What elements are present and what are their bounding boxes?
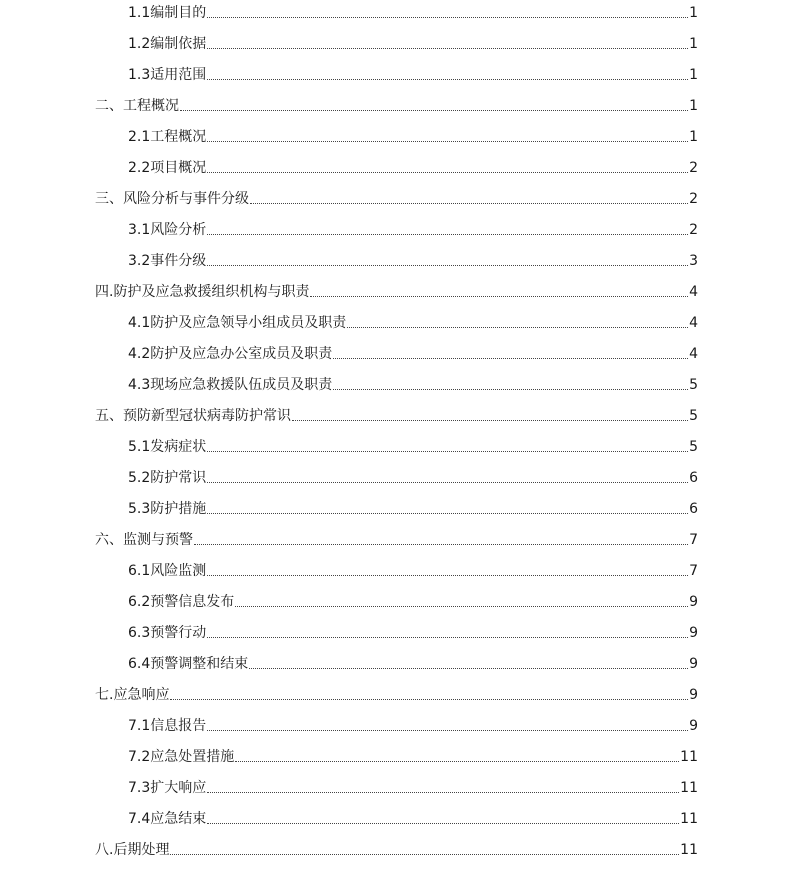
toc-entry-title: 4.3现场应急救援队伍成员及职责	[128, 377, 333, 393]
toc-entry-title: 7.4应急结束	[128, 811, 207, 827]
toc-leader-dots	[207, 637, 688, 638]
toc-entry-page-number: 4	[689, 346, 698, 362]
toc-entry-title: 1.3适用范围	[128, 67, 207, 83]
toc-entry[interactable]	[128, 744, 698, 766]
toc-entry-page-number: 4	[689, 284, 698, 300]
toc-entry-page-number: 5	[689, 408, 698, 424]
toc-entry-title: 七.应急响应	[95, 687, 170, 703]
toc-leader-dots	[310, 296, 688, 297]
toc-leader-dots	[207, 79, 688, 80]
toc-entry-title: 5.2防护常识	[128, 470, 207, 486]
toc-entry-page-number: 6	[689, 470, 698, 486]
toc-entry-page-number: 1	[689, 67, 698, 83]
toc-leader-dots	[170, 854, 679, 855]
toc-leader-dots	[235, 761, 679, 762]
toc-entry-title: 2.2项目概况	[128, 160, 207, 176]
toc-leader-dots	[207, 265, 688, 266]
toc-entry-page-number: 5	[689, 439, 698, 455]
toc-entry-title: 1.1编制目的	[128, 5, 207, 21]
toc-leader-dots	[194, 544, 688, 545]
toc-entry[interactable]	[95, 837, 698, 859]
toc-entry[interactable]	[128, 310, 698, 332]
toc-leader-dots	[180, 110, 688, 111]
toc-entry-page-number: 7	[689, 532, 698, 548]
toc-entry-title: 五、预防新型冠状病毒防护常识	[95, 408, 291, 424]
toc-entry-page-number: 4	[689, 315, 698, 331]
toc-entry[interactable]	[128, 713, 698, 735]
toc-leader-dots	[207, 575, 688, 576]
toc-entry-page-number: 6	[689, 501, 698, 517]
toc-leader-dots	[250, 203, 688, 204]
toc-leader-dots	[207, 17, 688, 18]
toc-entry-page-number: 5	[689, 377, 698, 393]
toc-entry-title: 四.防护及应急救援组织机构与职责	[95, 284, 310, 300]
toc-entry-page-number: 11	[680, 842, 698, 858]
toc-entry[interactable]	[128, 248, 698, 270]
toc-entry[interactable]	[95, 527, 698, 549]
toc-entry-title: 5.3防护措施	[128, 501, 207, 517]
toc-entry[interactable]	[128, 589, 698, 611]
toc-leader-dots	[207, 792, 679, 793]
toc-entry-title: 6.4预警调整和结束	[128, 656, 249, 672]
toc-entry[interactable]	[95, 186, 698, 208]
toc-entry-page-number: 7	[689, 563, 698, 579]
toc-leader-dots	[207, 451, 688, 452]
toc-entry-title: 1.2编制依据	[128, 36, 207, 52]
toc-entry[interactable]	[128, 775, 698, 797]
toc-entry-title: 6.2预警信息发布	[128, 594, 235, 610]
toc-entry[interactable]	[128, 806, 698, 828]
toc-leader-dots	[170, 699, 688, 700]
toc-entry-page-number: 9	[689, 687, 698, 703]
toc-entry-page-number: 2	[689, 191, 698, 207]
toc-entry[interactable]	[128, 651, 698, 673]
toc-entry-page-number: 2	[689, 160, 698, 176]
toc-entry[interactable]	[128, 465, 698, 487]
toc-entry-title: 二、工程概况	[95, 98, 179, 114]
toc-entry[interactable]	[95, 403, 698, 425]
toc-leader-dots	[207, 48, 688, 49]
toc-entry-title: 三、风险分析与事件分级	[95, 191, 249, 207]
toc-leader-dots	[249, 668, 688, 669]
toc-entry[interactable]	[128, 124, 698, 146]
toc-leader-dots	[207, 823, 679, 824]
toc-entry-page-number: 9	[689, 625, 698, 641]
toc-leader-dots	[333, 358, 688, 359]
toc-entry[interactable]	[128, 341, 698, 363]
toc-entry[interactable]	[128, 372, 698, 394]
toc-entry-page-number: 1	[689, 98, 698, 114]
toc-leader-dots	[207, 172, 688, 173]
toc-entry-title: 5.1发病症状	[128, 439, 207, 455]
toc-leader-dots	[207, 482, 688, 483]
toc-leader-dots	[207, 513, 688, 514]
toc-entry-title: 4.2防护及应急办公室成员及职责	[128, 346, 333, 362]
toc-entry-page-number: 1	[689, 5, 698, 21]
toc-entry[interactable]	[128, 31, 698, 53]
toc-leader-dots	[292, 420, 688, 421]
toc-leader-dots	[207, 141, 688, 142]
toc-entry-title: 7.2应急处置措施	[128, 749, 235, 765]
toc-entry-page-number: 11	[680, 811, 698, 827]
toc-entry[interactable]	[128, 558, 698, 580]
toc-entry[interactable]	[128, 496, 698, 518]
toc-entry-page-number: 1	[689, 36, 698, 52]
toc-entry[interactable]	[95, 682, 698, 704]
toc-entry-page-number: 11	[680, 749, 698, 765]
toc-entry-title: 六、监测与预警	[95, 532, 193, 548]
toc-leader-dots	[207, 234, 688, 235]
toc-entry[interactable]	[95, 93, 698, 115]
toc-leader-dots	[333, 389, 688, 390]
toc-entry-page-number: 3	[689, 253, 698, 269]
toc-leader-dots	[207, 730, 688, 731]
toc-entry[interactable]	[128, 62, 698, 84]
toc-entry-title: 6.3预警行动	[128, 625, 207, 641]
toc-entry-title: 6.1风险监测	[128, 563, 207, 579]
toc-entry-page-number: 9	[689, 656, 698, 672]
toc-entry[interactable]	[128, 155, 698, 177]
toc-entry-title: 3.1风险分析	[128, 222, 207, 238]
toc-entry[interactable]	[128, 0, 698, 22]
toc-entry[interactable]	[128, 620, 698, 642]
toc-entry-title: 4.1防护及应急领导小组成员及职责	[128, 315, 347, 331]
toc-entry-page-number: 2	[689, 222, 698, 238]
toc-entry-page-number: 9	[689, 594, 698, 610]
toc-entry-page-number: 11	[680, 780, 698, 796]
toc-entry-title: 八.后期处理	[95, 842, 170, 858]
toc-entry-title: 2.1工程概况	[128, 129, 207, 145]
toc-entry[interactable]	[128, 217, 698, 239]
toc-leader-dots	[235, 606, 688, 607]
toc-entry-title: 7.3扩大响应	[128, 780, 207, 796]
toc-entry-page-number: 1	[689, 129, 698, 145]
toc-entry-title: 3.2事件分级	[128, 253, 207, 269]
toc-entry-title: 7.1信息报告	[128, 718, 207, 734]
toc-entry-page-number: 9	[689, 718, 698, 734]
toc-entry[interactable]	[95, 279, 698, 301]
toc-entry[interactable]	[128, 434, 698, 456]
toc-leader-dots	[347, 327, 688, 328]
